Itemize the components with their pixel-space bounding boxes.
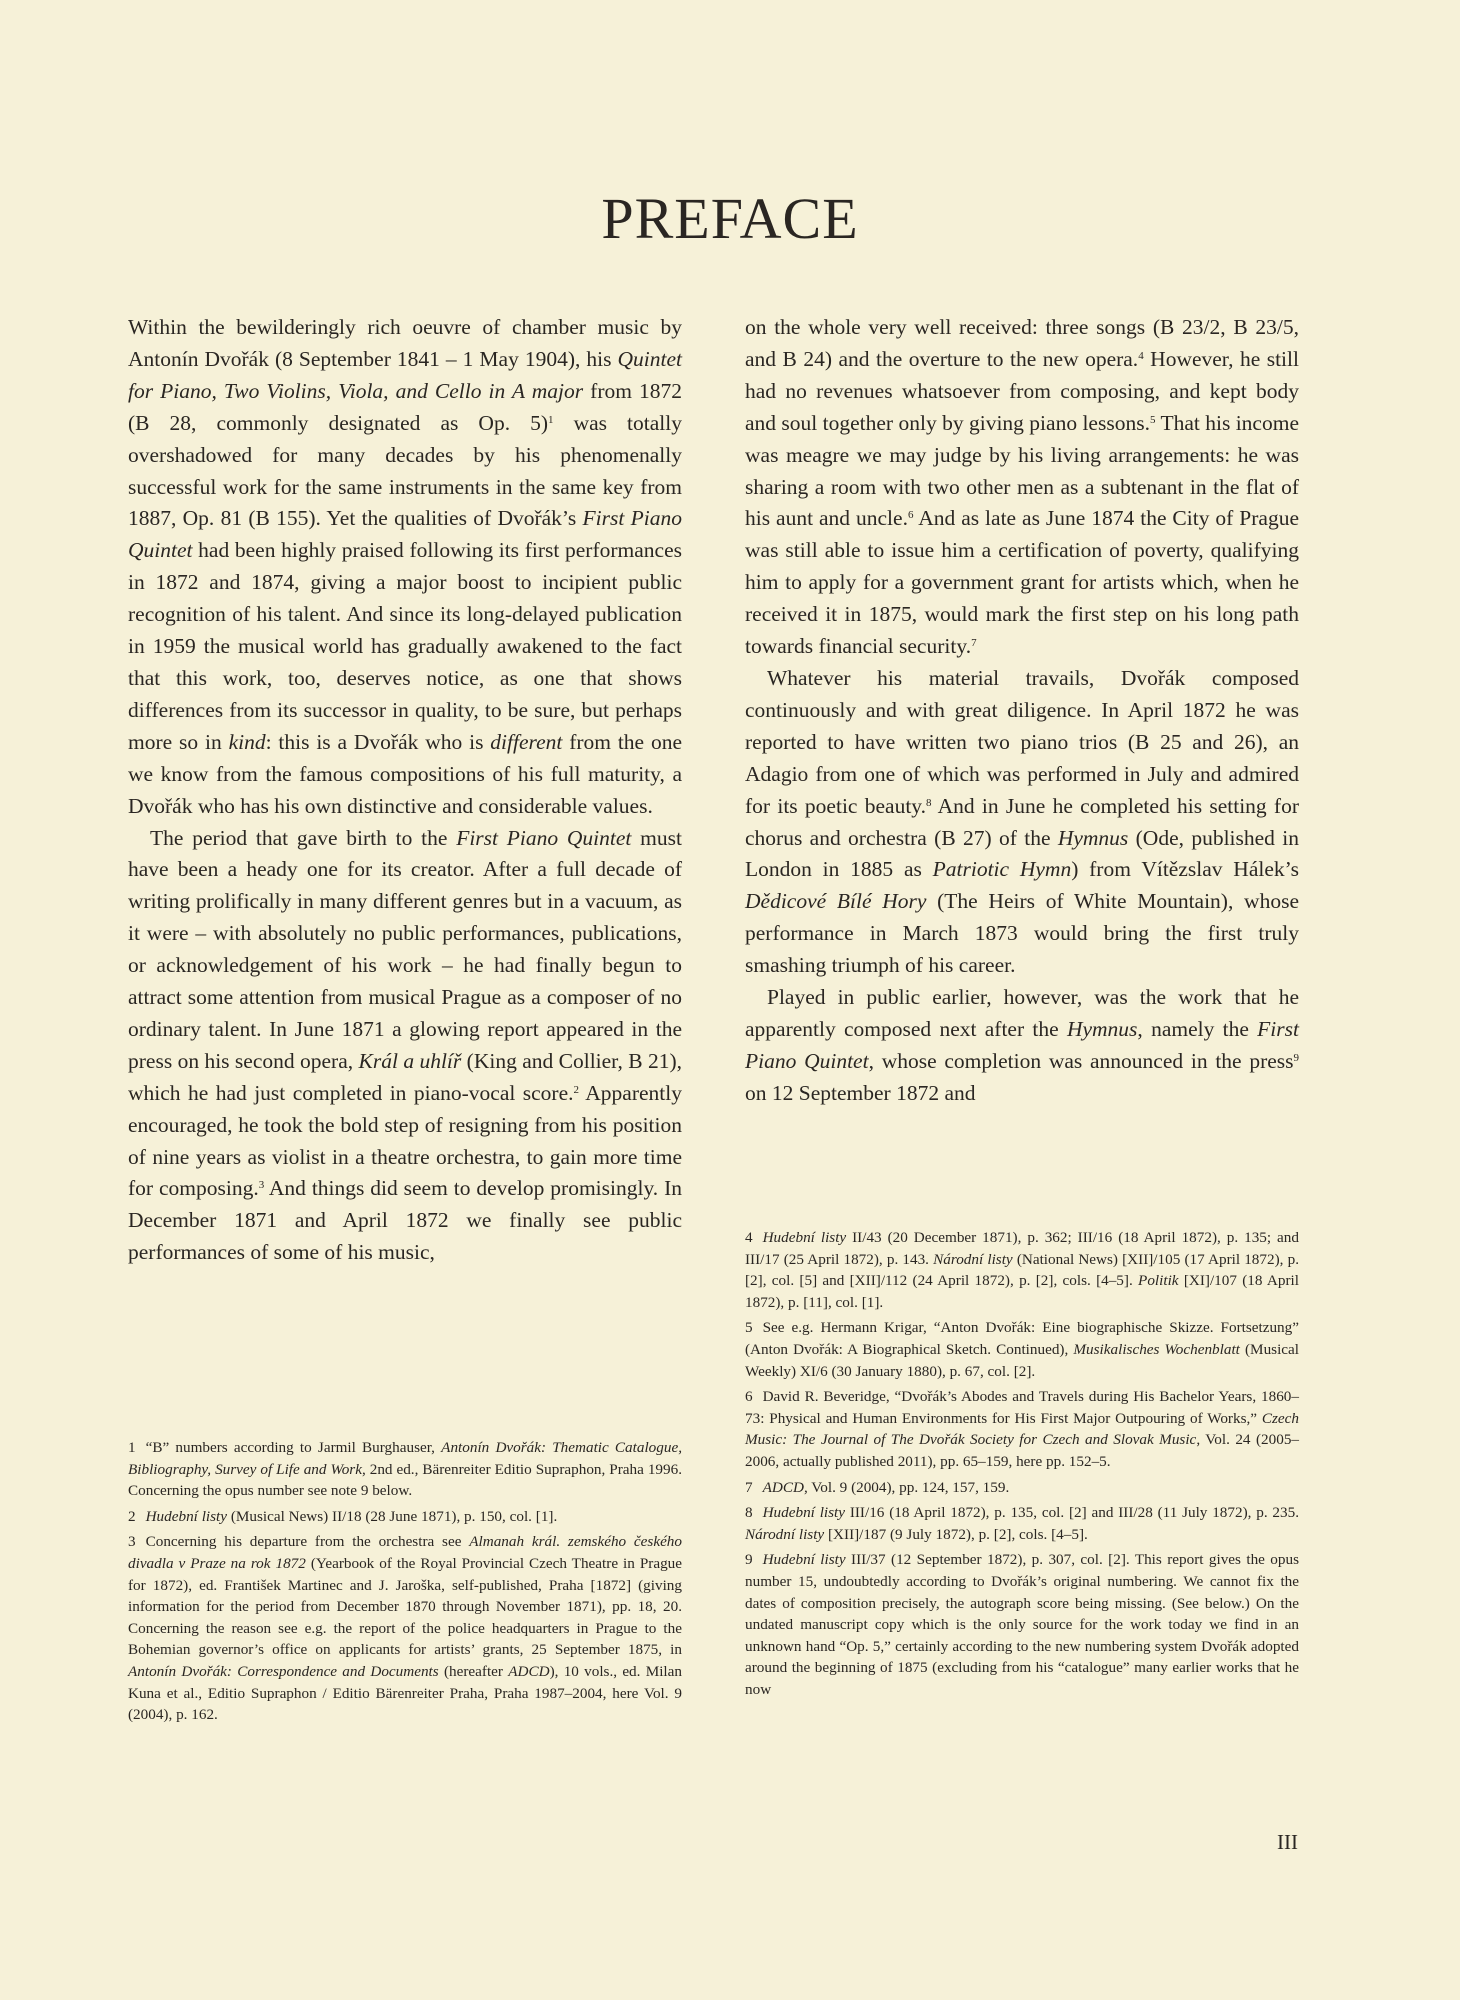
footnote-text: Hudební listy II/43 (20 December 1871), p. 362; III/16 (18 April 1872), p. 135; and III/17 (25 April 1872), p. 143. Národní listy (National News) [XII]/105 (17 April 1872), p. [2], col. [5] and [XII]/112 (24 April 1872), p. [2], cols. [4–5]. Politik [XI]/107 (18 April 1872), p. [11], col. [1]. bbox=[745, 1229, 1299, 1311]
footnote bbox=[128, 1506, 682, 1528]
footnote-number: 5 bbox=[745, 1319, 753, 1337]
footnote-text: David R. Beveridge, “Dvořák’s Abodes and Travels during His Bachelor Years, 1860–73: Physical and Human Environments for His First Major Outpouring of Works,” Czech Music: The Journal of The Dvořák Society for Czech and Slovak Music, Vol. 24 (2005–2006, actually published 2011), pp. 65–159, here pp. 152–5. bbox=[745, 1388, 1300, 1470]
footnote-text: See e.g. Hermann Krigar, “Anton Dvořák: Eine biographische Skizze. Fortsetzung” (Anton Dvořák: A Biographical Sketch. Continued), Musikalisches Wochenblatt (Musical Weekly) XI/6 (30 January 1880), p. 67, col. [2]. bbox=[745, 1319, 1299, 1380]
footnote bbox=[745, 1317, 1299, 1382]
footnote-number: 6 bbox=[745, 1388, 753, 1406]
footnote-text: Concerning his departure from the orchestra see Almanah král. zemského českého divadla v Praze na rok 1872 (Yearbook of the Royal Provincial Czech Theatre in Prague for 1872), ed. František Martinec and J. Jaroška, self-published, Praha [1872] (giving information for the period from December 1870 through November 1871), pp. 18, 20. Concerning the reason see e.g. the report of the police headquarters in Prague to the Bohemian governor’s office on applicants for artists’ grants, 25 September 1875, in Antonín Dvořák: Correspondence and Documents (hereafter ADCD), 10 vols., ed. Milan Kuna et al., Editio Supraphon / Editio Bärenreiter Praha, Praha 1987–2004, here Vol. 9 (2004), p. 162. bbox=[128, 1533, 682, 1724]
footnotes-right bbox=[745, 1227, 1299, 1704]
footnote-number: 3 bbox=[128, 1533, 136, 1551]
footnote-text: Hudební listy III/37 (12 September 1872), p. 307, col. [2]. This report gives the opus number 15, undoubtedly according to Dvořák’s original numbering. We cannot fix the dates of composition precisely, the autograph score being missing. (See below.) On the undated manuscript copy which is the only source for the work today we find in an unknown hand “Op. 5,” certainly according to the new numbering system Dvořák adopted around the beginning of 1875 (excluding from his “catalogue” many earlier works that he now bbox=[745, 1551, 1299, 1698]
footnote bbox=[128, 1437, 682, 1502]
footnote-number: 1 bbox=[128, 1439, 136, 1456]
page-number: III bbox=[1277, 1830, 1298, 1854]
footnote bbox=[128, 1531, 682, 1725]
body-column-right bbox=[745, 312, 1299, 1110]
footnote-number: 9 bbox=[745, 1551, 753, 1569]
footnote-text: “B” numbers according to Jarmil Burghauser, Antonín Dvořák: Thematic Catalogue, Bibliography, Survey of Life and Work, 2nd ed., Bärenreiter Editio Supraphon, Praha 1996. Concerning the opus number see note 9 below. bbox=[128, 1439, 683, 1500]
footnote bbox=[745, 1227, 1299, 1313]
footnote-text: Hudební listy III/16 (18 April 1872), p. 135, col. [2] and III/28 (11 July 1872), p. 235. Národní listy [XII]/187 (9 July 1872), p. [2], cols. [4–5]. bbox=[745, 1504, 1299, 1543]
footnote-number: 8 bbox=[745, 1504, 753, 1522]
footnote-number: 2 bbox=[128, 1507, 136, 1525]
paragraph: Within the bewilderingly rich oeuvre of chamber music by Antonín Dvořák (8 September 1841 – 1 May 1904), his Quintet for Piano, Two Violins, Viola, and Cello in A major from 1872 (B 28, commonly designated as Op. 5)$^1$ was totally overshadowed for many decades by his phenomenally successful work for the same instruments in the same key from 1887, Op. 81 (B 155). Yet the qualities of Dvořák’s First Piano Quintet had been highly praised following its first performances in 1872 and 1874, giving a major boost to incipient public recognition of his talent. And since its long-delayed publication in 1959 the musical world has gradually awakened to the fact that this work, too, deserves notice, as one that shows differences from its successor in quality, to be sure, but perhaps more so in kind: this is a Dvořák who is different from the one we know from the famous compositions of his full maturity, a Dvořák who has his own distinctive and considerable values. bbox=[128, 315, 683, 818]
footnote bbox=[745, 1477, 1299, 1499]
footnotes-left bbox=[128, 1437, 682, 1730]
footnote-text: ADCD, Vol. 9 (2004), pp. 124, 157, 159. bbox=[762, 1478, 1010, 1496]
paragraph: Played in public earlier, however, was the work that he apparently composed next after the Hymnus, namely the First Piano Quintet, whose completion was announced in the press$^9$ on 12 September 1872 and bbox=[745, 985, 1300, 1105]
footnote-text: Hudební listy (Musical News) II/18 (28 June 1871), p. 150, col. [1]. bbox=[145, 1507, 558, 1525]
footnote bbox=[745, 1549, 1299, 1700]
footnote-number: 7 bbox=[745, 1478, 753, 1496]
footnote bbox=[745, 1386, 1299, 1472]
page-title: PREFACE bbox=[601, 186, 859, 251]
footnote-number: 4 bbox=[745, 1229, 753, 1246]
body-column-left bbox=[128, 312, 682, 1269]
footnote bbox=[745, 1502, 1299, 1545]
paragraph: Whatever his material travails, Dvořák composed continuously and with great diligence. In April 1872 he was reported to have written two piano trios (B 25 and 26), an Adagio from one of which was performed in July and admired for its poetic beauty.$^8$ And in June he completed his setting for chorus and orchestra (B 27) of the Hymnus (Ode, published in London in 1885 as Patriotic Hymn) from Vítězslav Hálek’s Dědicové Bílé Hory (The Heirs of White Mountain), whose performance in March 1873 would bring the first truly smashing triumph of his career. bbox=[745, 665, 1300, 978]
paragraph: The period that gave birth to the First Piano Quintet must have been a heady one for its creator. After a full decade of writing prolifically in many different genres but in a vacuum, as it were – with absolutely no public performances, publications, or acknowledgement of his work – he had finally begun to attract some attention from musical Prague as a composer of no ordinary talent. In June 1871 a glowing report appeared in the press on his second opera, Král a uhlíř (King and Collier, B 21), which he had just completed in piano-vocal score.$^2$ Apparently encouraged, he took the bold step of resigning from his position of nine years as violist in a theatre orchestra, to gain more time for composing.$^3$ And things did seem to develop promisingly. In December 1871 and April 1872 we finally see public performances of some of his music, bbox=[128, 825, 682, 1265]
paragraph: on the whole very well received: three songs (B 23/2, B 23/5, and B 24) and the overture to the new opera.$^4$ However, he still had no revenues whatsoever from composing, and kept body and soul together only by giving piano lessons.$^5$ That his income was meagre we may judge by his living arrangements: he was sharing a room with two other men as a subtenant in the flat of his aunt and uncle.$^6$ And as late as June 1874 the City of Prague was still able to issue him a certification of poverty, qualifying him to apply for a government grant for artists which, when he received it in 1875, would mark the first step on his long path towards financial security.$^7$ bbox=[745, 315, 1299, 659]
